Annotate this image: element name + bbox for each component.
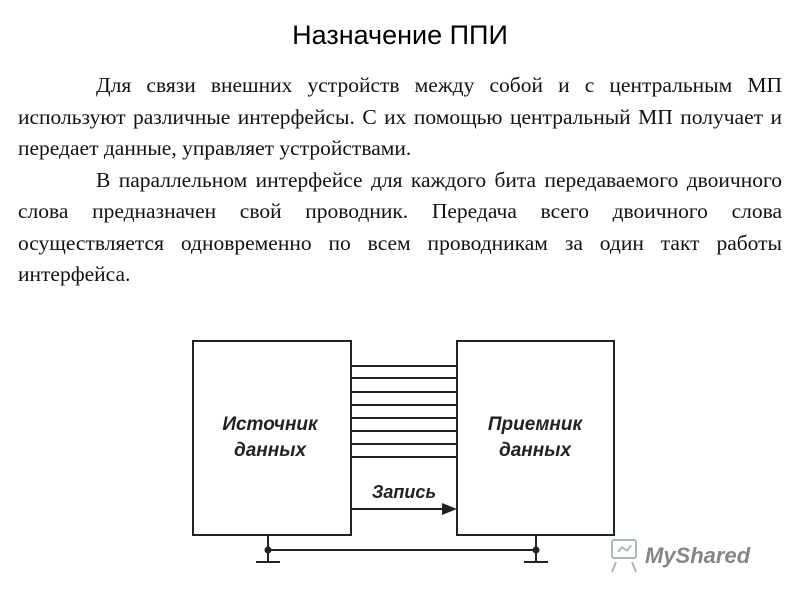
source-label-line2: данных: [233, 440, 307, 461]
paragraph-interfaces: Для связи внешних устройств между собой и с центральным МП используют различные интерфейсы. С их помощью центральный МП получает и передает данные, управляет устройствами.: [18, 73, 782, 160]
slide-title: Назначение ППИ: [292, 20, 508, 50]
write-arrow-head: [442, 503, 457, 515]
paragraph-parallel-interface: В параллельном интерфейсе для каждого бита передаваемого двоичного слова предназначен свой проводник. Передача всего двоичного слова осуществляется одновременно по всем проводникам за один такт работы интерфейса.: [18, 167, 782, 286]
parallel-interface-diagram: [0, 330, 800, 600]
presentation-board-icon: [612, 540, 636, 572]
ground-node-source: [265, 547, 272, 554]
ground-node-receiver: [533, 547, 540, 554]
source-label-line1: Источник: [222, 414, 318, 435]
receiver-label-line2: данных: [498, 440, 572, 461]
watermark-text: MyShared: [645, 543, 751, 568]
receiver-block: [457, 341, 614, 535]
data-wires: [351, 366, 457, 457]
watermark: [612, 540, 751, 572]
source-block: [193, 341, 351, 535]
slide-body: [18, 70, 782, 291]
write-label: Запись: [371, 482, 437, 502]
receiver-label-line1: Приемник: [487, 414, 583, 435]
